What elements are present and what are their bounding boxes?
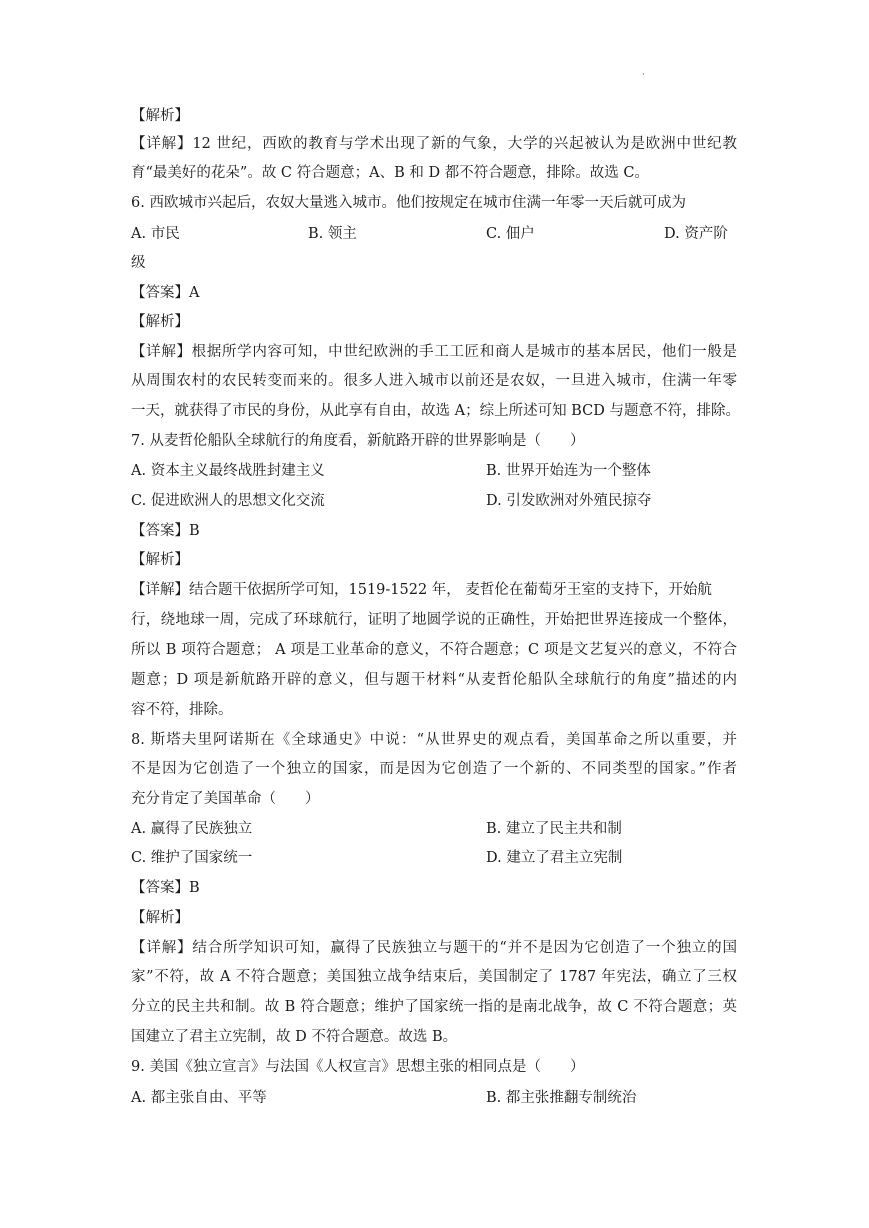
explanation-line: 容不符，排除。 — [131, 702, 233, 718]
header-mark: · — [642, 70, 645, 79]
explanation-line: 分立的民主共和制。故 B 符合题意；维护了国家统一指的是南北战争，故 C 不符合题意；英 — [131, 999, 737, 1015]
option-b: B. 建立了民主共和制 — [486, 821, 622, 837]
explanation-line: 家”不符，故 A 不符合题意；美国独立战争结束后，美国制定了 1787 年宪法，确立了三权 — [131, 969, 737, 985]
analysis-label: 【解析】 — [131, 108, 189, 124]
option-a: A. 资本主义最终战胜封建主义 — [131, 463, 325, 479]
answer-label: 【答案】 — [131, 523, 189, 539]
explanation-line — [131, 342, 737, 362]
explanation-text: 结合所学知识可知，赢得了民族独立与题干的“并不是因为它创造了一个独立的国 — [192, 940, 738, 956]
explanation-line — [131, 134, 737, 154]
answer-line — [131, 878, 200, 898]
option-a: A. 都主张自由、平等 — [131, 1090, 267, 1106]
explanation-line — [131, 938, 737, 958]
option-a: A. 市民 — [131, 226, 180, 242]
option-d: D. 引发欧洲对外殖民掠夺 — [486, 493, 652, 509]
explanation-label: 【详解】 — [131, 940, 193, 956]
explanation-line — [131, 580, 712, 600]
explanation-line: 题意；D 项是新航路开辟的意义，但与题干材料“从麦哲伦船队全球航行的角度”描述的内 — [131, 672, 737, 688]
option-a: A. 赢得了民族独立 — [131, 821, 253, 837]
answer-value: A — [189, 285, 200, 301]
explanation-label: 【详解】 — [131, 344, 192, 360]
answer-line — [131, 521, 200, 541]
option-d: D. 资产阶 — [664, 226, 728, 242]
option-c: C. 促进欧洲人的思想文化交流 — [131, 493, 325, 509]
answer-line — [131, 283, 199, 303]
explanation-label: 【详解】 — [131, 582, 189, 598]
option-d: D. 建立了君主立宪制 — [486, 850, 623, 866]
answer-value: B — [189, 880, 200, 896]
explanation-text: 根据所学内容可知，中世纪欧洲的手工工匠和商人是城市的基本居民，他们一般是 — [191, 344, 738, 360]
question-stem: 9. 美国《独立宣言》与法国《人权宣言》思想主张的相同点是（ ） — [131, 1059, 585, 1075]
explanation-text: 结合题干依据所学可知，1519-1522 年， 麦哲伦在葡萄牙王室的支持下，开始航 — [189, 582, 712, 598]
answer-label: 【答案】 — [131, 285, 189, 301]
question-stem: 8. 斯塔夫里阿诺斯在《全球通史》中说：“从世界史的观点看，美国革命之所以重要，并 — [131, 732, 737, 748]
answer-value: B — [189, 523, 200, 539]
option-b: B. 世界开始连为一个整体 — [486, 463, 651, 479]
explanation-text: 12 世纪，西欧的教育与学术出现了新的气象，大学的兴起被认为是欧洲中世纪教 — [192, 136, 738, 152]
explanation-line: 所以 B 项符合题意； A 项是工业革命的意义，不符合题意；C 项是文艺复兴的意义，不符合 — [131, 642, 737, 658]
explanation-label: 【详解】 — [131, 136, 193, 152]
explanation-line: 从周围农村的农民转变而来的。很多人进入城市以前还是农奴，一旦进入城市，住满一年零 — [131, 373, 737, 389]
question-stem: 6. 西欧城市兴起后，农奴大量逃入城市。他们按规定在城市住满一年零一天后就可成为 — [131, 195, 686, 211]
question-stem: 7. 从麦哲伦船队全球航行的角度看，新航路开辟的世界影响是（ ） — [131, 433, 585, 449]
option-d-wrap: 级 — [131, 255, 146, 271]
question-stem: 不是因为它创造了一个独立的国家，而是因为它创造了一个新的、不同类型的国家。”作者 — [131, 761, 737, 777]
option-b: B. 领主 — [308, 226, 357, 242]
analysis-label: 【解析】 — [131, 910, 189, 926]
question-stem: 充分肯定了美国革命（ ） — [131, 791, 320, 807]
analysis-label: 【解析】 — [131, 552, 189, 568]
explanation-line: 国建立了君主立宪制，故 D 不符合题意。故选 B。 — [131, 1029, 458, 1045]
analysis-label: 【解析】 — [131, 314, 189, 330]
option-c: C. 维护了国家统一 — [131, 850, 253, 866]
explanation-line: 行，绕地球一周，完成了环球航行，证明了地圆学说的正确性，开始把世界连接成一个整体， — [131, 612, 737, 628]
option-b: B. 都主张推翻专制统治 — [486, 1090, 637, 1106]
explanation-line: 一天，就获得了市民的身份，从此享有自由，故选 A；综上所述可知 BCD 与题意不符，排除。 — [131, 403, 740, 419]
explanation-line: 育“最美好的花朵”。故 C 符合题意；A、B 和 D 都不符合题意，排除。故选 C。 — [131, 165, 649, 181]
option-c: C. 佃户 — [486, 226, 535, 242]
answer-label: 【答案】 — [131, 880, 189, 896]
